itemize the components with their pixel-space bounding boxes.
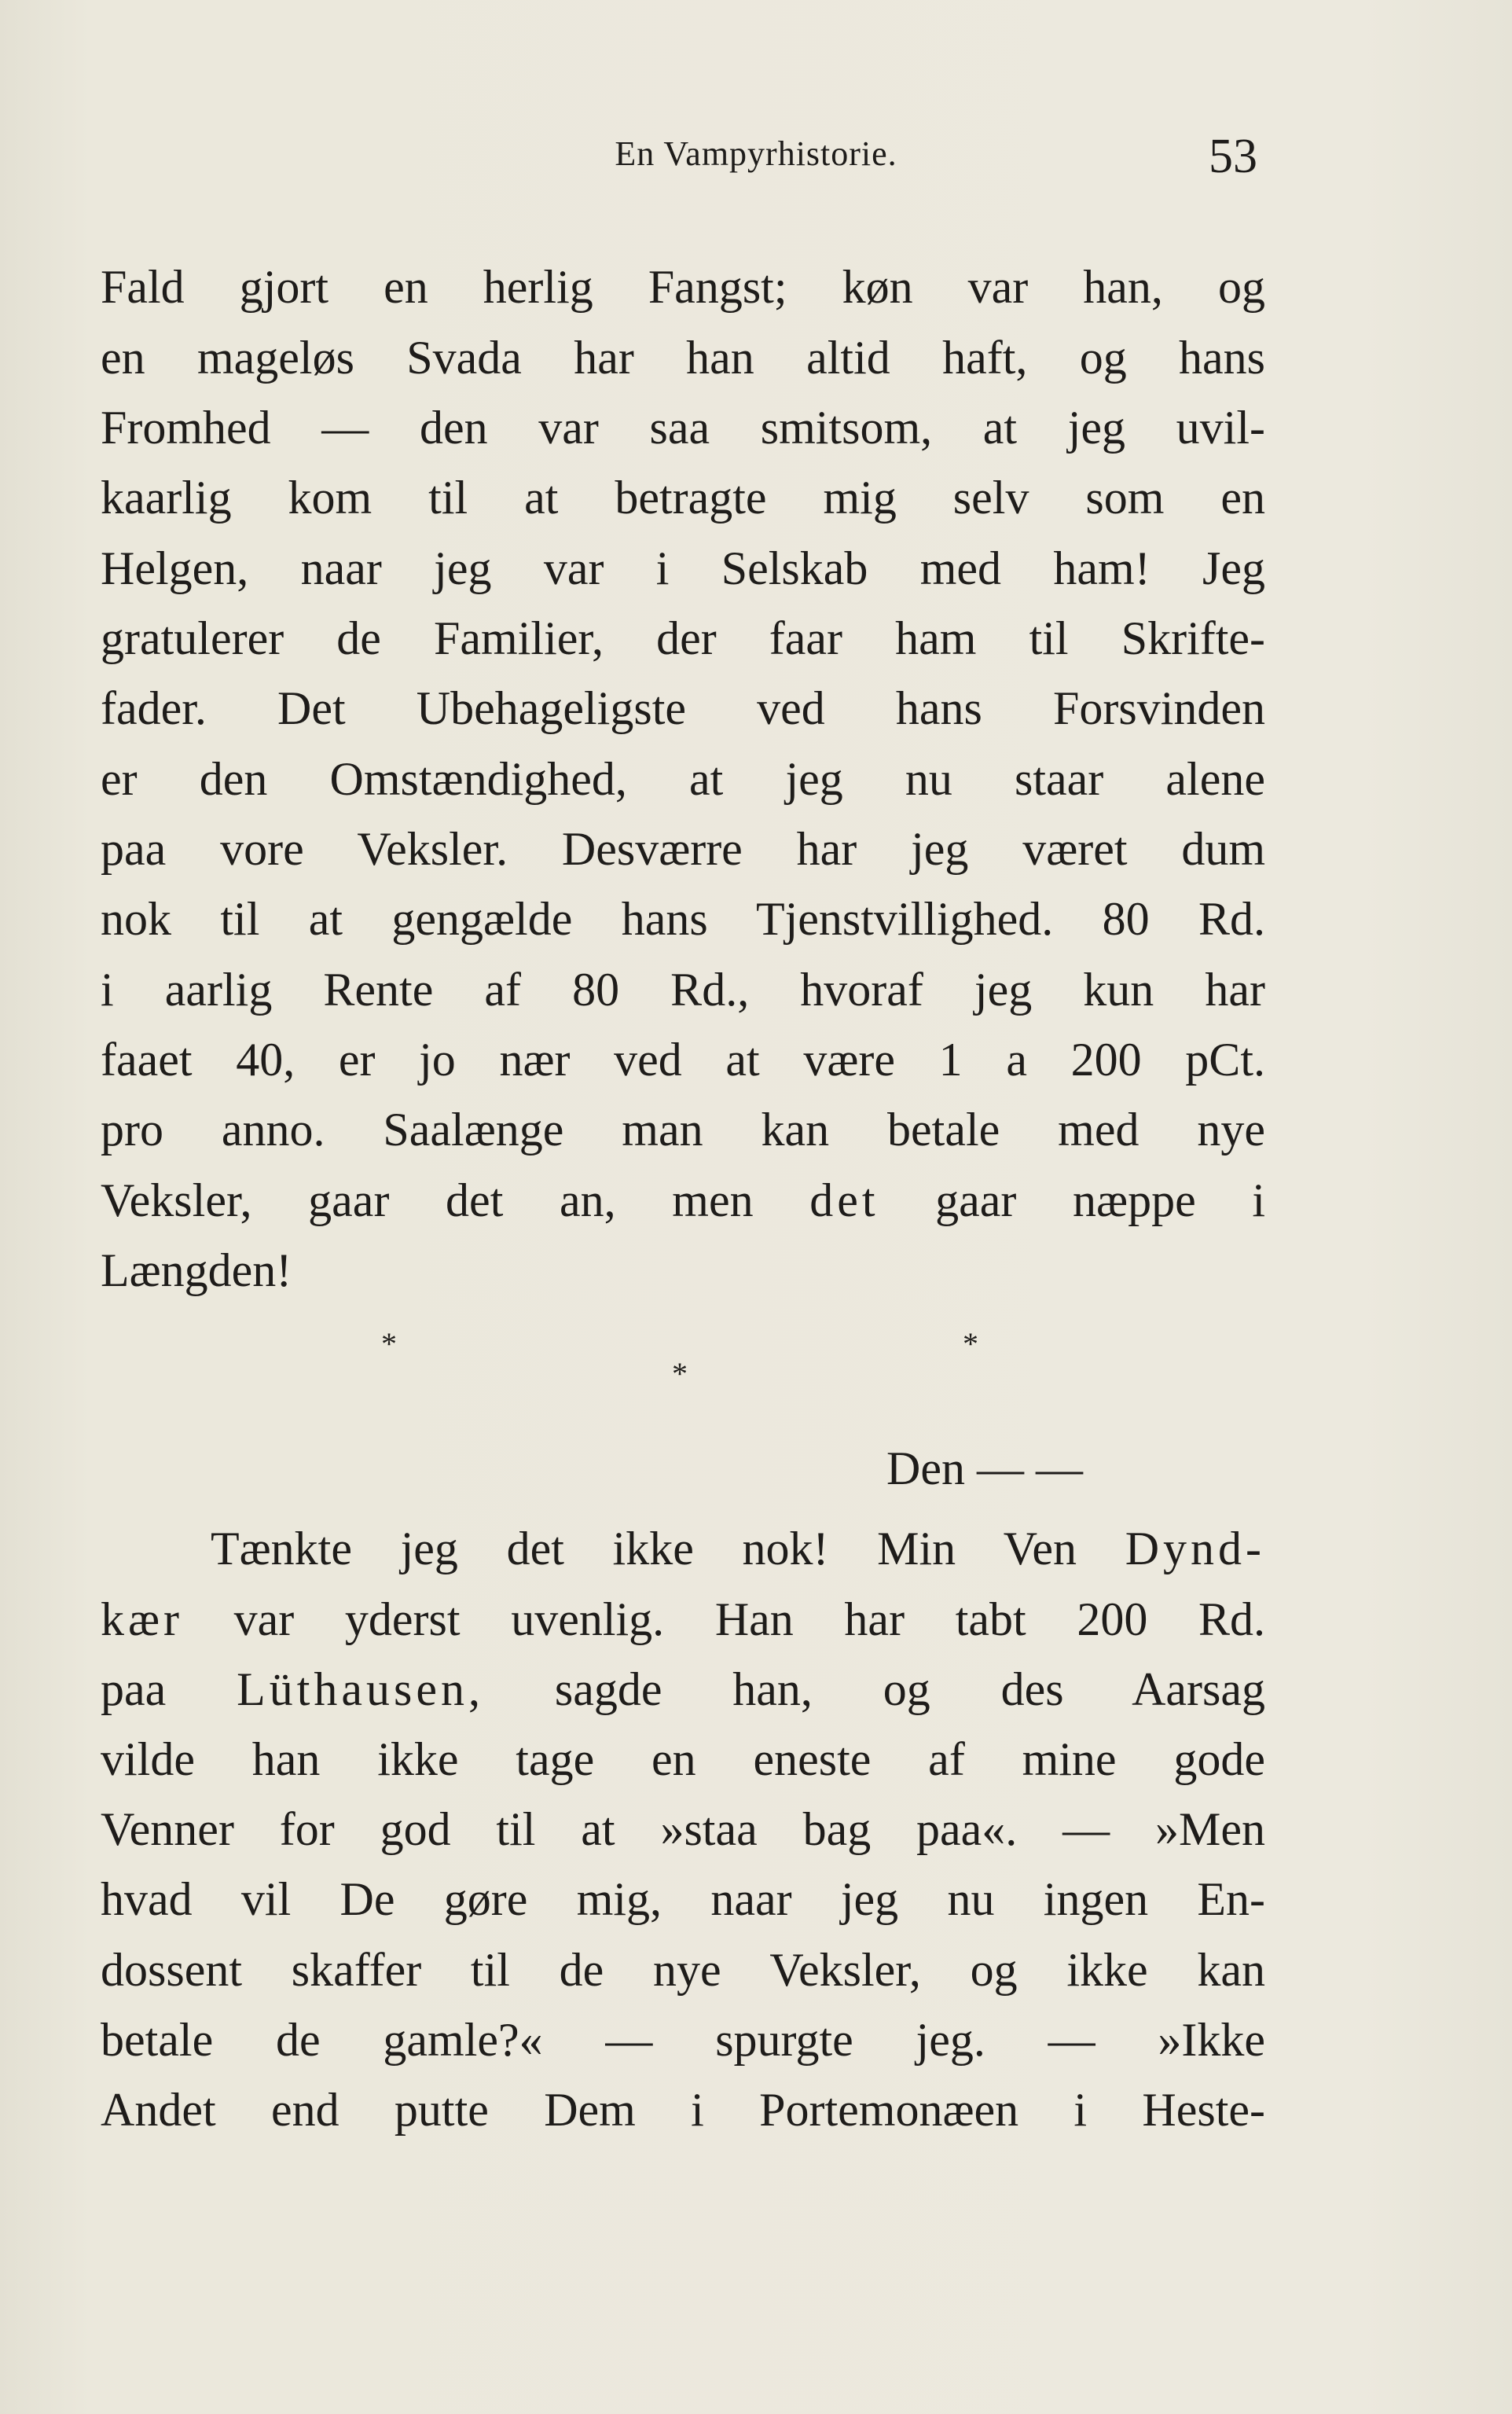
section-heading: Den — —	[886, 1442, 1083, 1494]
text-run: Tænkte jeg det ikke nok! Min Ven	[211, 1523, 1125, 1574]
text-line: en mageløs Svada har han altid haft, og hans	[101, 332, 1265, 384]
text-line: pro anno. Saalænge man kan betale med nye	[101, 1104, 1265, 1156]
separator-star: *	[963, 1326, 978, 1361]
text-line: er den Omstændighed, at jeg nu staar alene	[101, 753, 1265, 805]
text-run: gaar næppe i	[879, 1174, 1266, 1226]
text-line: i aarlig Rente af 80 Rd., hvoraf jeg kun har	[101, 964, 1265, 1016]
spaced-emphasis: Dynd-	[1125, 1523, 1265, 1574]
page-header	[0, 0, 1512, 204]
text-line: hvad vil De gøre mig, naar jeg nu ingen En-	[101, 1873, 1265, 1925]
text-run: sagde han, og des Aarsag	[484, 1663, 1265, 1715]
text-line	[101, 1593, 1265, 1645]
text-line: fader. Det Ubehageligste ved hans Forsvinden	[101, 682, 1265, 734]
text-line: vilde han ikke tage en eneste af mine gode	[101, 1733, 1265, 1785]
text-run: paa	[101, 1663, 237, 1715]
text-line: Længden!	[101, 1244, 292, 1296]
spaced-emphasis: kær	[101, 1593, 183, 1645]
text-line: nok til at gengælde hans Tjenstvillighed. 80 Rd.	[101, 893, 1265, 945]
text-line	[211, 1525, 1265, 1572]
running-title: En Vampyrhistorie.	[615, 134, 897, 173]
text-line: dossent skaffer til de nye Veksler, og ikke kan	[101, 1944, 1265, 1996]
text-line	[101, 1663, 1265, 1715]
text-line: Fromhed — den var saa smitsom, at jeg uvil-	[101, 402, 1265, 454]
text-line	[101, 1174, 1266, 1226]
text-line: faaet 40, er jo nær ved at være 1 a 200 pCt.	[101, 1034, 1265, 1086]
separator-star: *	[381, 1326, 397, 1361]
spaced-emphasis: det	[809, 1174, 879, 1226]
spaced-emphasis: Lüthausen,	[237, 1663, 485, 1715]
text-line: kaarlig kom til at betragte mig selv som en	[101, 472, 1265, 524]
text-line: paa vore Veksler. Desværre har jeg været dum	[101, 823, 1265, 875]
text-run: var yderst uvenlig. Han har tabt 200 Rd.	[183, 1593, 1265, 1645]
page-number: 53	[1209, 130, 1257, 183]
text-line: Helgen, naar jeg var i Selskab med ham! Jeg	[101, 542, 1265, 594]
text-run: Veksler, gaar det an, men	[101, 1174, 810, 1226]
text-line: betale de gamle?« — spurgte jeg. — »Ikke	[101, 2014, 1265, 2066]
text-line: Andet end putte Dem i Portemonæen i Heste-	[101, 2084, 1265, 2136]
text-line: Venner for god til at »staa bag paa«. — »Men	[101, 1803, 1265, 1855]
text-line: Fald gjort en herlig Fangst; køn var han, og	[101, 261, 1265, 313]
text-line: gratulerer de Familier, der faar ham til Skrifte-	[101, 612, 1265, 664]
separator-star: *	[672, 1356, 688, 1391]
